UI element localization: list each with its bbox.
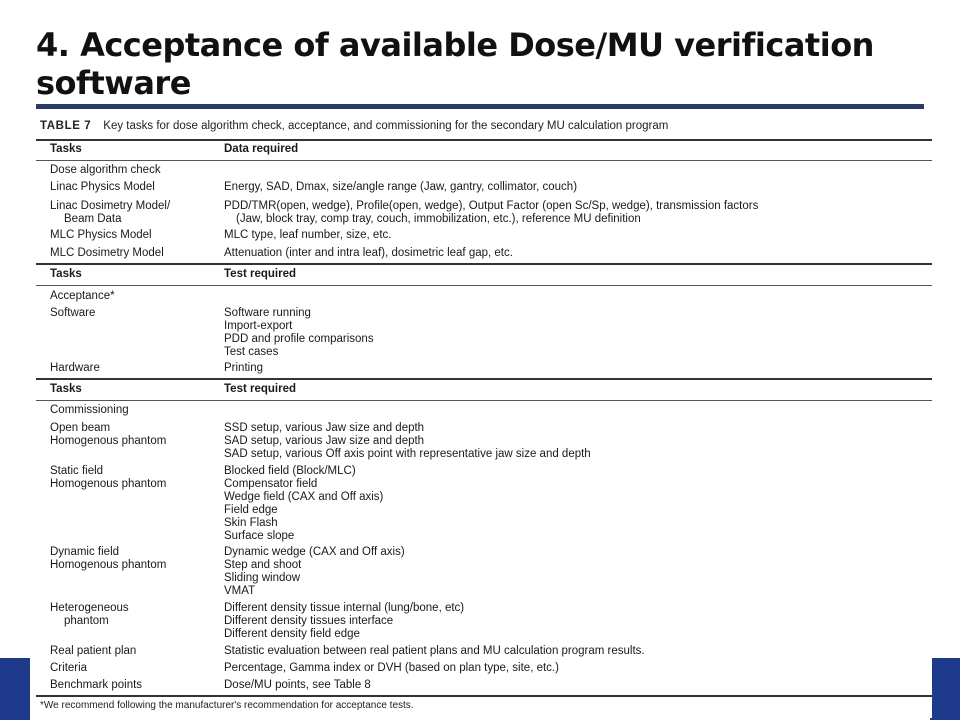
task-cell: MLC Dosimetry Model — [50, 247, 164, 259]
table-rule — [36, 400, 932, 401]
title-underline — [36, 104, 924, 109]
table-caption-text: Key tasks for dose algorithm check, acceptance, and commissioning for the secondary MU calculation program — [103, 120, 669, 132]
table-rule — [36, 139, 932, 141]
header-tasks: Tasks — [50, 383, 82, 395]
group-label: Dose algorithm check — [50, 164, 161, 176]
data-cell: SSD setup, various Jaw size and depth SAD setup, various Jaw size and depth SAD setup, various Off axis point with representative jaw size and depth — [224, 422, 591, 460]
data-cell: Attenuation (inter and intra leaf), dosimetric leaf gap, etc. — [224, 247, 513, 259]
group-label: Commissioning — [50, 404, 129, 416]
data-cell: Percentage, Gamma index or DVH (based on plan type, site, etc.) — [224, 662, 559, 674]
slide-title-line-2: software — [36, 64, 191, 102]
data-cell: Dynamic wedge (CAX and Off axis) Step and shoot Sliding window VMAT — [224, 546, 405, 597]
task-cell: Dynamic field Homogenous phantom — [50, 546, 167, 571]
header-data-required: Data required — [224, 143, 299, 155]
data-cell: PDD/TMR(open, wedge), Profile(open, wedge), Output Factor (open Sc/Sp, wedge), transmission factors (Jaw, block tray, comp tray, couch, immobilization, etc.), reference MU definition — [224, 200, 759, 225]
header-test-required: Test required — [224, 268, 296, 280]
table-rule — [36, 695, 932, 697]
slide-title — [36, 26, 916, 102]
data-cell: Dose/MU points, see Table 8 — [224, 679, 371, 691]
task-cell: Open beam Homogenous phantom — [50, 422, 167, 447]
data-cell: Blocked field (Block/MLC) Compensator field Wedge field (CAX and Off axis) Field edge Skin Flash Surface slope — [224, 465, 384, 542]
header-test-required: Test required — [224, 383, 296, 395]
header-tasks: Tasks — [50, 143, 82, 155]
task-cell: Real patient plan — [50, 645, 137, 657]
table-caption — [40, 120, 668, 132]
table-rule — [36, 378, 932, 380]
table-caption-label: TABLE 7 — [40, 120, 92, 132]
data-cell: MLC type, leaf number, size, etc. — [224, 229, 392, 241]
table-rule — [36, 160, 932, 161]
task-cell: MLC Physics Model — [50, 229, 152, 241]
data-cell: Statistic evaluation between real patient plans and MU calculation program results. — [224, 645, 645, 657]
task-cell: Linac Dosimetry Model/ Beam Data — [50, 200, 171, 225]
data-cell: Printing — [224, 362, 263, 374]
task-cell: Heterogeneous phantom — [50, 602, 129, 627]
task-cell: Hardware — [50, 362, 100, 374]
group-label: Acceptance* — [50, 290, 115, 302]
data-cell: Software running Import-export PDD and profile comparisons Test cases — [224, 307, 374, 358]
right-accent-bar — [930, 658, 960, 720]
task-cell: Criteria — [50, 662, 88, 674]
data-cell: Energy, SAD, Dmax, size/angle range (Jaw, gantry, collimator, couch) — [224, 181, 578, 193]
data-cell: Different density tissue internal (lung/bone, etc) Different density tissues interface Different density field edge — [224, 602, 465, 640]
task-cell: Linac Physics Model — [50, 181, 155, 193]
table-7 — [36, 118, 932, 718]
task-cell: Software — [50, 307, 96, 319]
table-footnote: *We recommend following the manufacturer's recommendation for acceptance tests. — [40, 700, 414, 711]
header-tasks: Tasks — [50, 268, 82, 280]
slide-title-line-1: 4. Acceptance of available Dose/MU verification — [36, 26, 874, 64]
task-cell: Static field Homogenous phantom — [50, 465, 167, 490]
table-rule — [36, 285, 932, 286]
table-rule — [36, 263, 932, 265]
left-accent-bar — [0, 658, 30, 720]
task-cell: Benchmark points — [50, 679, 143, 691]
